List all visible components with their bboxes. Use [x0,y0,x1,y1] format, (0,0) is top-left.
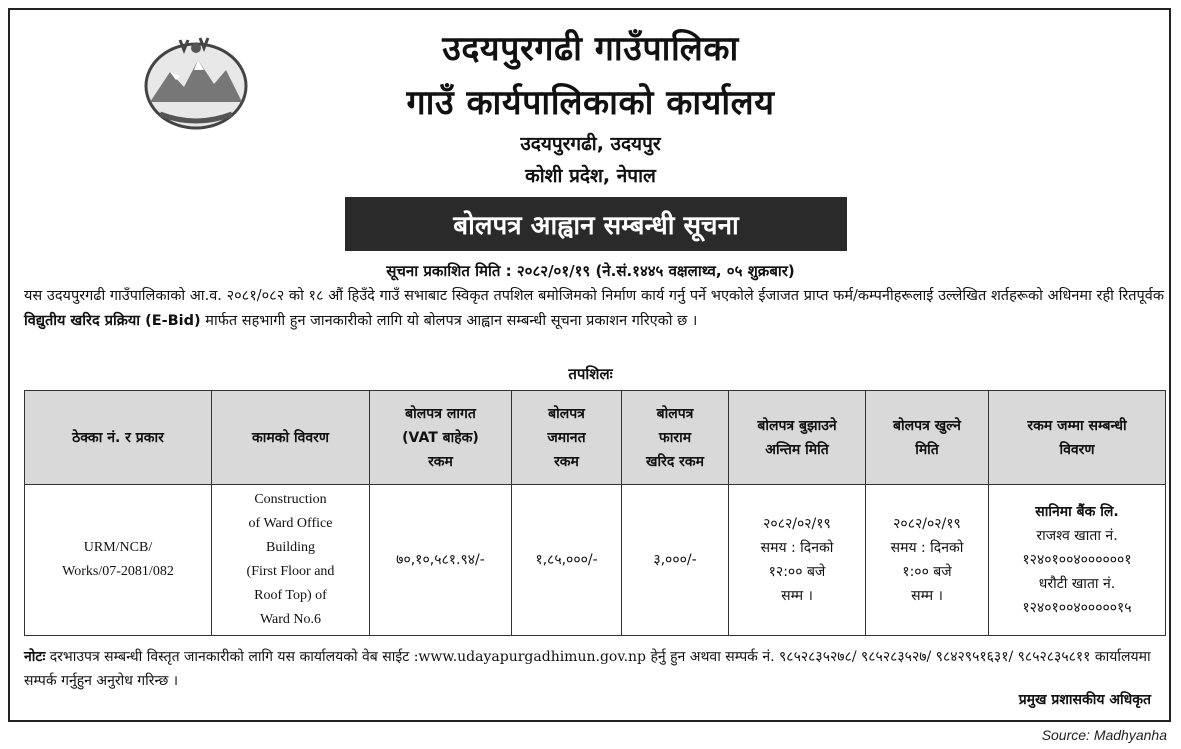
cell-security: १,८५,०००/- [512,485,622,636]
cell-form-fee: ३,०००/- [622,485,729,636]
notice-title-banner: बोलपत्र आह्वान सम्बन्धी सूचना [345,197,847,251]
intro-text-1: यस उदयपुरगढी गाउँपालिकाको आ.व. २०८१/०८२ को १८ औं हिउँदे गाउँ सभाबाट स्विकृत तपशिल बमोजिमको निर्माण कार्य गर्नु पर्ने भएकोले ईजाजत प्राप्त फर्म/कम्पनीहरूलाई उल्लेखित शर्तहरूको अधिनमा रही रितपूर्वक [24,288,1164,304]
province-country: कोशी प्रदेश, नेपाल [525,165,656,187]
cell-opening: २०८२/०२/१९ समय : दिनको १:०० बजे सम्म । [866,485,989,636]
signature-title: प्रमुख प्रशासकीय अधिकृत [1018,692,1151,708]
col-header-deposit: रकम जम्मा सम्बन्धी विवरण [989,391,1166,485]
note-paragraph [24,645,1164,693]
office-location: उदयपुरगढी, उदयपुर [520,133,661,155]
col-header-cost: बोलपत्र लागत (VAT बाहेक) रकम [370,391,512,485]
schedule-label: तपशिलः [568,365,613,383]
table-row [25,485,1166,636]
col-header-submission: बोलपत्र बुझाउने अन्तिम मिति [729,391,866,485]
municipality-name: उदयपुरगढी गाउँपालिका [442,29,739,69]
note-text: दरभाउपत्र सम्बन्धी विस्तृत जानकारीको लागि यस कार्यालयको वेब साईट :www.udayapurgadhimun.gov.np हेर्नु हुन अथवा सम्पर्क नं. ९८५२८३५२७८/ ९८५२८३५२७/ ९८४२९५१६३१/ ९८५२८३५८११ कार्यालयमा सम्पर्क गर्नुहुन अनुरोध गरिन्छ । [24,649,1151,689]
intro-bold-ebid: विद्युतीय खरिद प्रक्रिया (E-Bid) [24,313,201,329]
col-header-contract: ठेक्का नं. र प्रकार [25,391,212,485]
col-header-description: कामको विवरण [212,391,370,485]
source-credit: Source: Madhyanha [1041,727,1167,743]
table-header-row [25,391,1166,485]
col-header-security: बोलपत्र जमानत रकम [512,391,622,485]
cell-deposit: सानिमा बैंक लि. राजश्व खाता नं. १२४०१००४००००००१ धरौटी खाता नं. १२४०१००४०००००१५ [989,485,1166,636]
cell-description: Construction of Ward Office Building (First Floor and Roof Top) of Ward No.6 [212,485,370,636]
cell-cost: ७०,१०,५८१.९४/- [370,485,512,636]
note-label: नोटः [24,649,46,665]
tender-table [24,390,1166,636]
cell-contract: URM/NCB/ Works/07-2081/082 [25,485,212,636]
col-header-opening: बोलपत्र खुल्ने मिति [866,391,989,485]
intro-paragraph [24,284,1164,334]
office-name: गाउँ कार्यपालिकाको कार्यालय [406,83,775,123]
cell-submission: २०८२/०२/१९ समय : दिनको १२:०० बजे सम्म । [729,485,866,636]
intro-text-2: मार्फत सहभागी हुन जानकारीको लागि यो बोलपत्र आह्वान सम्बन्धी सूचना प्रकाशन गरिएको छ । [200,313,698,329]
col-header-form-fee: बोलपत्र फाराम खरिद रकम [622,391,729,485]
publish-date: सूचना प्रकाशित मिति : २०८२/०१/१९ (ने.सं.१४४५ वक्षलाथ्व, ०५ शुक्रबार) [386,262,795,280]
